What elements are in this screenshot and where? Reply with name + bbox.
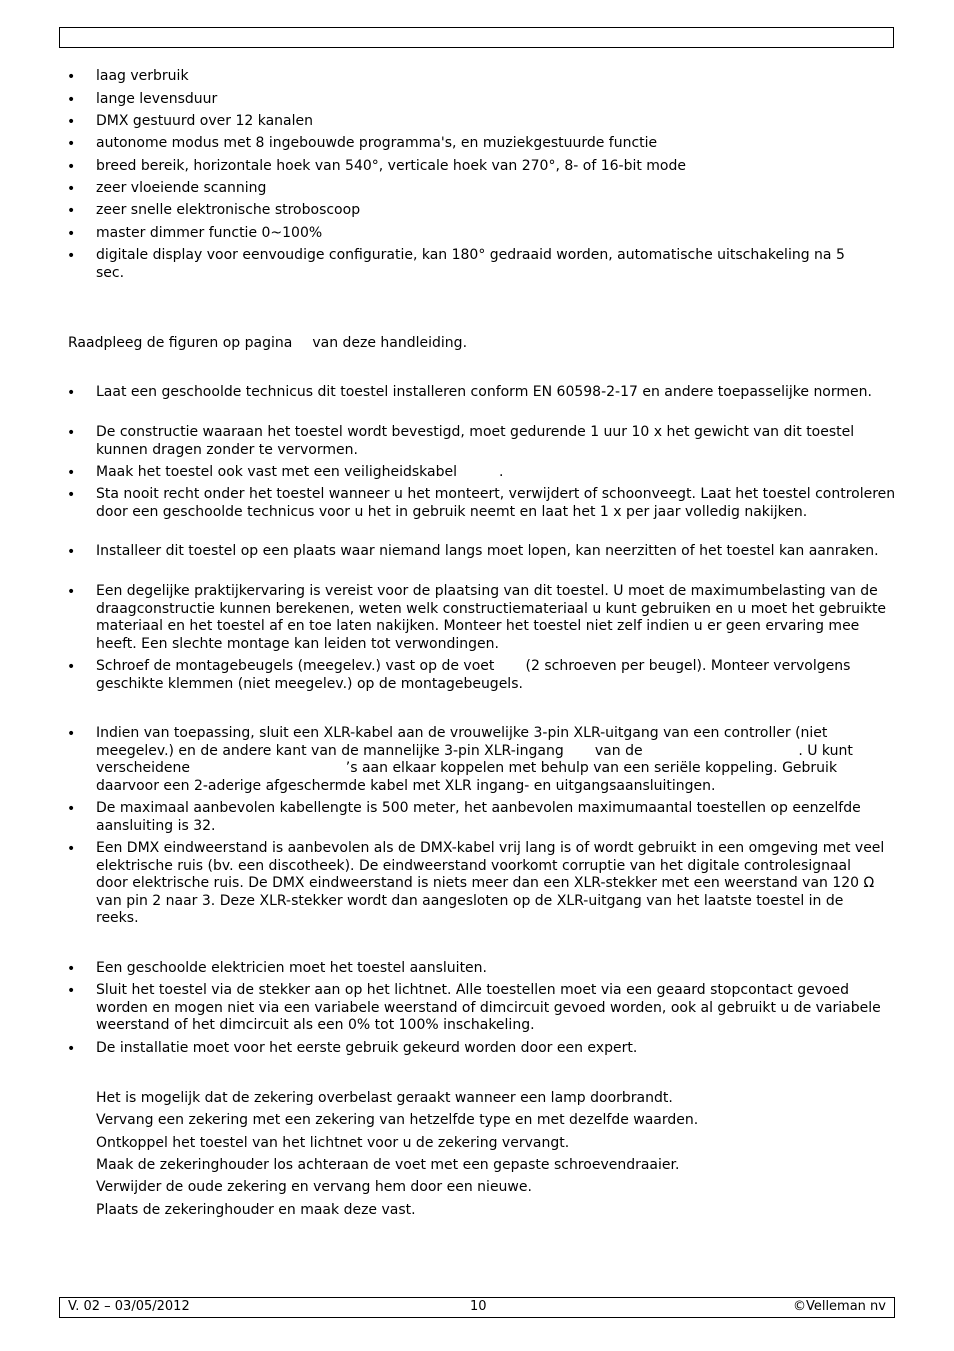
bullet: •: [67, 544, 76, 560]
list-item: master dimmer functie 0~100%: [96, 225, 323, 241]
list-item: laag verbruik: [96, 68, 189, 84]
list-item: lange levensduur: [96, 91, 218, 107]
list-item: autonome modus met 8 ingebouwde programma's, en muziekgestuurde functie: [96, 135, 658, 151]
bullet: •: [67, 385, 76, 401]
list-item: breed bereik, horizontale hoek van 540°, verticale hoek van 270°, 8- of 16-bit mode: [96, 158, 686, 174]
list-item: Schroef de montagebeugels (meegelev.) vast op de voet (2 schroeven per beugel). Monteer vervolgens geschikte klemmen (niet meegelev.) op de montagebeugels.: [96, 658, 855, 692]
bullet: •: [67, 425, 76, 441]
list-item: zeer snelle elektronische stroboscoop: [96, 202, 361, 218]
list-item: De installatie moet voor het eerste gebruik gekeurd worden door een expert.: [96, 1040, 638, 1056]
period: .: [499, 464, 504, 480]
list-item: DMX gestuurd over 12 kanalen: [96, 113, 313, 129]
footer-version: V. 02 – 03/05/2012: [68, 1299, 190, 1314]
bullet: •: [67, 801, 76, 817]
list-item: Laat een geschoolde technicus dit toestel installeren conform EN 60598-2-17 en andere toepasselijke normen.: [96, 384, 872, 400]
list-item: Een DMX eindweerstand is aanbevolen als de DMX-kabel vrij lang is of wordt gebruikt in een omgeving met veel elektrische ruis (bv. een discotheek). De eindweerstand voorkomt corruptie van het digitale controlesignaal door elektrische ruis. De DMX eindweerstand is niets meer dan een XLR-stekker met een weerstand van 120 Ω van pin 2 naar 3. Deze XLR-stekker wordt dan aangesloten op de XLR-uitgang van het laatste toestel in de reeks.: [96, 840, 885, 927]
fuse-step: Verwijder de oude zekering en vervang hem door een nieuwe.: [96, 1179, 532, 1195]
fuse-step: Plaats de zekeringhouder en maak deze vast.: [96, 1202, 416, 1218]
bullet: •: [67, 1041, 76, 1057]
list-item: [96, 464, 896, 482]
bullet: •: [67, 159, 76, 175]
footer-page-number: 10: [470, 1299, 487, 1314]
list-item: Sluit het toestel via de stekker aan op het lichtnet. Alle toestellen moet via een geaard stopcontact gevoed worden en mogen niet via een variabele weerstand of dimcircuit gevoed worden, ook al gebruikt u de variabele weerstand of het dimcircuit als een 0% tot 100% inschakeling.: [96, 982, 881, 1034]
list-item: De constructie waaraan het toestel wordt bevestigd, moet gedurende 1 uur 10 x het gewicht van dit toestel kunnen dragen zonder te vervormen.: [96, 424, 855, 458]
figures-ref-after: van deze handleiding.: [312, 335, 468, 351]
bullet: •: [67, 487, 76, 503]
header-box: [59, 27, 894, 48]
fuse-step: Het is mogelijk dat de zekering overbelast geraakt wanneer een lamp doorbrandt.: [96, 1090, 673, 1106]
figures-reference: [68, 334, 467, 352]
bullet: •: [67, 726, 76, 742]
bullet: •: [67, 841, 76, 857]
list-item: De maximaal aanbevolen kabellengte is 500 meter, het aanbevolen maximumaantal toestellen op eenzelfde aansluiting is 32.: [96, 800, 861, 834]
bullet: •: [67, 659, 76, 675]
fuse-step: Maak de zekeringhouder los achteraan de voet met een gepaste schroevendraaier.: [96, 1157, 680, 1173]
bullet: •: [67, 136, 76, 152]
bullet: •: [67, 181, 76, 197]
bullet: •: [67, 69, 76, 85]
bullet: •: [67, 961, 76, 977]
bullet: •: [67, 584, 76, 600]
list-item: Een geschoolde elektricien moet het toestel aansluiten.: [96, 960, 487, 976]
bullet: •: [67, 248, 76, 264]
bullet: •: [67, 114, 76, 130]
bullet: •: [67, 983, 76, 999]
list-item: zeer vloeiende scanning: [96, 180, 267, 196]
list-item: Een degelijke praktijkervaring is vereist voor de plaatsing van dit toestel. U moet de maximumbelasting van de draagconstructie kunnen berekenen, weten welk constructiemateriaal u kunt gebruiken en u moet het gebruikte materiaal en het toestel af en toe laten nakijken. Monteer het toestel niet zelf indien u er geen ervaring mee heeft. Een slechte montage kan leiden tot verwondingen.: [96, 583, 887, 652]
safety-cable-text: Maak het toestel ook vast met een veiligheidskabel: [96, 464, 457, 480]
bullet: •: [67, 465, 76, 481]
list-item: Sta nooit recht onder het toestel wanneer u het monteert, verwijdert of schoonveegt. Laat het toestel controleren door een geschoolde technicus voor u het in gebruik neemt en laat het 1 x per jaar volledig nakijken.: [96, 486, 896, 520]
fuse-step: Ontkoppel het toestel van het lichtnet voor u de zekering vervangt.: [96, 1135, 570, 1151]
figures-ref-before: Raadpleeg de figuren op pagina: [68, 335, 293, 351]
fuse-step: Vervang een zekering met een zekering van hetzelfde type en met dezelfde waarden.: [96, 1112, 699, 1128]
list-item: Indien van toepassing, sluit een XLR-kabel aan de vrouwelijke 3-pin XLR-uitgang van een controller (niet meegelev.) en de andere kant van de mannelijke 3-pin XLR-ingang van de . U kunt verscheidene ’s aan elkaar koppelen met behulp van een seriële koppeling. Gebruik daarvoor een 2-aderige afgeschermde kabel met XLR ingang- en uitgangsaansluitingen.: [96, 725, 858, 794]
list-item: digitale display voor eenvoudige configuratie, kan 180° gedraaid worden, automatische uitschakeling na 5 sec.: [96, 247, 845, 281]
footer: [59, 1297, 895, 1318]
bullet: •: [67, 203, 76, 219]
bullet: •: [67, 226, 76, 242]
footer-copyright: ©Velleman nv: [792, 1299, 886, 1314]
bullet: •: [67, 92, 76, 108]
list-item: Installeer dit toestel op een plaats waar niemand langs moet lopen, kan neerzitten of het toestel kan aanraken.: [96, 543, 879, 559]
